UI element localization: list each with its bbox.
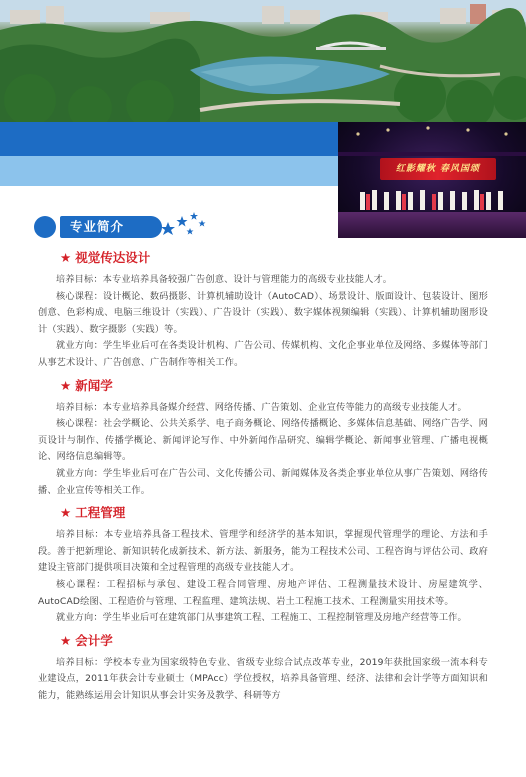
training-objective: 培养目标：本专业培养具备工程技术、管理学和经济学的基本知识，掌握现代管理学的理论、方法和手段。善于把新理论、新知识转化成新技术、新方法、新服务，能为工程技术公司、工程咨询与评估公司、政府建设主管部门提供项目决策和全过程管理的高级专业技能人才。	[38, 529, 488, 574]
core-courses: 核心课程：社会学概论、公共关系学、电子商务概论、网络传播概论、多媒体信息基础、网络广告学、网页设计与制作、传播学概论、新闻评论写作、中外新闻作品研究、编辑学概论、新闻事业管理、广播电视概论、网络信息编辑等。	[38, 418, 488, 463]
major-engineering-management	[38, 505, 488, 627]
blue-band-light	[0, 156, 338, 186]
section-header	[34, 210, 204, 244]
campus-photo	[0, 0, 526, 122]
red-star-icon: ★	[60, 377, 72, 393]
training-objective: 培养目标：本专业培养具备媒介经营、网络传播、广告策划、企业宣传等能力的高级专业技能人才。	[56, 401, 467, 413]
red-star-icon: ★	[60, 250, 72, 265]
major-title: ★ 新闻学	[60, 377, 113, 393]
section-title: 专业简介	[60, 216, 162, 238]
major-journalism	[38, 378, 488, 500]
major-title: ★ 会计学	[60, 632, 113, 648]
career-direction: 就业方向：学生毕业后可在建筑部门从事建筑工程、工程施工、工程控制管理及房地产经营等工作。	[56, 612, 467, 624]
major-accounting	[38, 633, 488, 705]
training-objective: 培养目标：本专业培养具备较强广告创意、设计与管理能力的高级专业技能人才。	[56, 274, 393, 285]
major-visual-design	[38, 250, 488, 372]
core-courses: 核心课程：工程招标与承包、建设工程合同管理、房地产评估、工程测量技术设计、房屋建筑学、AutoCAD绘图、工程造价与管理、工程监理、建筑法规、岩土工程施工技术、工程测量实用技术等。	[38, 578, 488, 607]
major-title: ★ 工程管理	[60, 505, 126, 521]
career-direction: 就业方向：学生毕业后可在各类设计机构、广告公司、传媒机构、文化企事业单位及网络、多媒体等部门从事艺术设计、广告创意、广告制作等相关工作。	[38, 340, 488, 368]
stage-floor	[338, 212, 526, 238]
blue-band-dark	[0, 122, 338, 156]
training-objective: 培养目标：学校本专业为国家级特色专业、省级专业综合试点改革专业，2019年获批国家级一流本科专业建设点，2011年获会计专业硕士（MPAcc）学位授权，培养具备管理、经济、法律和会计学等方面知识和能力，能熟练运用会计知识从事会计实务及教学、科研等方	[38, 656, 488, 701]
band-divider	[0, 186, 338, 190]
stage-banner: 红影耀秋 春风国颂	[380, 158, 496, 180]
red-star-icon: ★	[60, 505, 72, 521]
major-title: ★ 视觉传达设计	[60, 250, 151, 265]
stage-performance-photo	[338, 122, 526, 238]
red-star-icon: ★	[60, 632, 72, 648]
career-direction: 就业方向：学生毕业后可在广告公司、文化传播公司、新闻媒体及各类企事业单位从事广告策划、网络传播、企业宣传等相关工作。	[38, 467, 488, 496]
section-bullet-circle	[34, 216, 56, 238]
stars-decoration-icon	[154, 210, 210, 240]
campus-photo-illustration	[0, 0, 526, 122]
majors-content	[38, 250, 488, 710]
core-courses: 核心课程：设计概论、数码摄影、计算机辅助设计（AutoCAD）、场景设计、版面设计、包装设计、图形创意、色彩构成、电脑三维设计（实践）、广告设计（实践）、数字媒体视频编辑（实践）、计算机辅助图形设计（实践）、数字摄影（实践）等。	[38, 290, 488, 335]
